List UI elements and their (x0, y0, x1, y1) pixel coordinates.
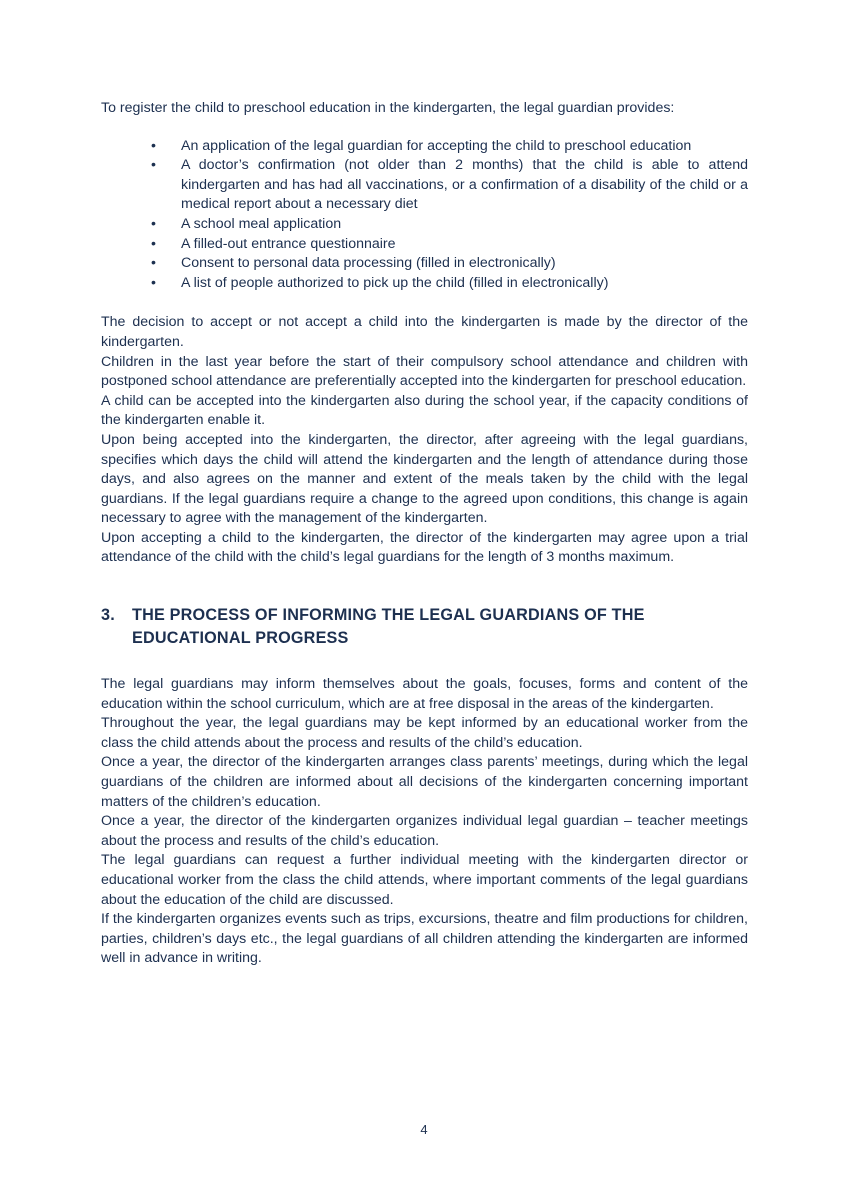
admission-section (101, 313, 748, 568)
list-item-text: Consent to personal data processing (filled in electronically) (181, 255, 556, 272)
body-paragraph: Once a year, the director of the kindergarten arranges class parents’ meetings, during which the legal guardians of the children are informed about all decisions of the kindergarten concerning important matters of the children’s education. (101, 754, 748, 810)
document-page (101, 99, 748, 969)
body-paragraph: A child can be accepted into the kindergarten also during the school year, if the capacity conditions of the kindergarten enable it. (101, 392, 748, 429)
body-paragraph: Upon being accepted into the kindergarten, the director, after agreeing with the legal guardians, specifies which days the child will attend the kindergarten and the length of attendance during those days, and also agrees on the manner and extent of the meals taken by the child with the legal guardians. If the legal guardians require a change to the agreed upon conditions, this change is again necessary to agree with the management of the kindergarten. (101, 431, 748, 527)
body-paragraph: If the kindergarten organizes events such as trips, excursions, theatre and film productions for children, parties, children’s days etc., the legal guardians of all children attending the kindergarten are informed well in advance in writing. (101, 911, 748, 967)
list-item-text: A list of people authorized to pick up the child (filled in electronically) (181, 274, 609, 291)
list-item (151, 274, 748, 294)
body-paragraph: The legal guardians can request a further individual meeting with the kindergarten director or educational worker from the class the child attends, where important comments of the legal guardians about the education of the child are discussed. (101, 852, 748, 908)
body-paragraph: Once a year, the director of the kindergarten organizes individual legal guardian – teacher meetings about the process and results of the child’s education. (101, 813, 748, 849)
list-item (151, 137, 748, 157)
section-heading (101, 604, 748, 650)
list-item-text: A school meal application (181, 215, 342, 232)
list-item (151, 235, 748, 255)
section-title: THE PROCESS OF INFORMING THE LEGAL GUARDIANS OF THE EDUCATIONAL PROGRESS (132, 606, 645, 648)
bullet-icon: • (151, 255, 156, 272)
bullet-icon: • (151, 157, 156, 174)
list-item (151, 156, 748, 215)
body-paragraph: Throughout the year, the legal guardians may be kept informed by an educational worker from the class the child attends about the process and results of the child’s education. (101, 715, 748, 751)
body-paragraph: Children in the last year before the start of their compulsory school attendance and children with postponed school attendance are preferentially accepted into the kindergarten for preschool education. (101, 353, 748, 390)
intro-paragraph: To register the child to preschool education in the kindergarten, the legal guardian provides: (101, 100, 675, 116)
list-item-text: An application of the legal guardian for accepting the child to preschool education (181, 137, 692, 154)
list-item (151, 215, 748, 235)
bullet-icon: • (151, 274, 156, 291)
list-item (151, 254, 748, 274)
requirements-list (101, 137, 748, 294)
bullet-icon: • (151, 235, 156, 252)
list-item-text: A filled-out entrance questionnaire (181, 235, 396, 252)
section-number: 3. (101, 606, 115, 625)
list-item-text: A doctor’s confirmation (not older than 2 months) that the child is able to attend kindergarten and has had all vaccinations, or a confirmation of a disability of the child or a medical report about a necessary diet (181, 157, 748, 213)
informing-section (101, 675, 748, 969)
bullet-icon: • (151, 215, 156, 232)
body-paragraph: Upon accepting a child to the kindergarten, the director of the kindergarten may agree upon a trial attendance of the child with the child’s legal guardians for the length of 3 months maximum. (101, 529, 748, 566)
body-paragraph: The legal guardians may inform themselves about the goals, focuses, forms and content of the education within the school curriculum, which are at free disposal in the areas of the kindergarten. (101, 676, 748, 712)
bullet-icon: • (151, 137, 156, 154)
page-number: 4 (420, 1122, 428, 1137)
body-paragraph: The decision to accept or not accept a child into the kindergarten is made by the director of the kindergarten. (101, 314, 748, 350)
